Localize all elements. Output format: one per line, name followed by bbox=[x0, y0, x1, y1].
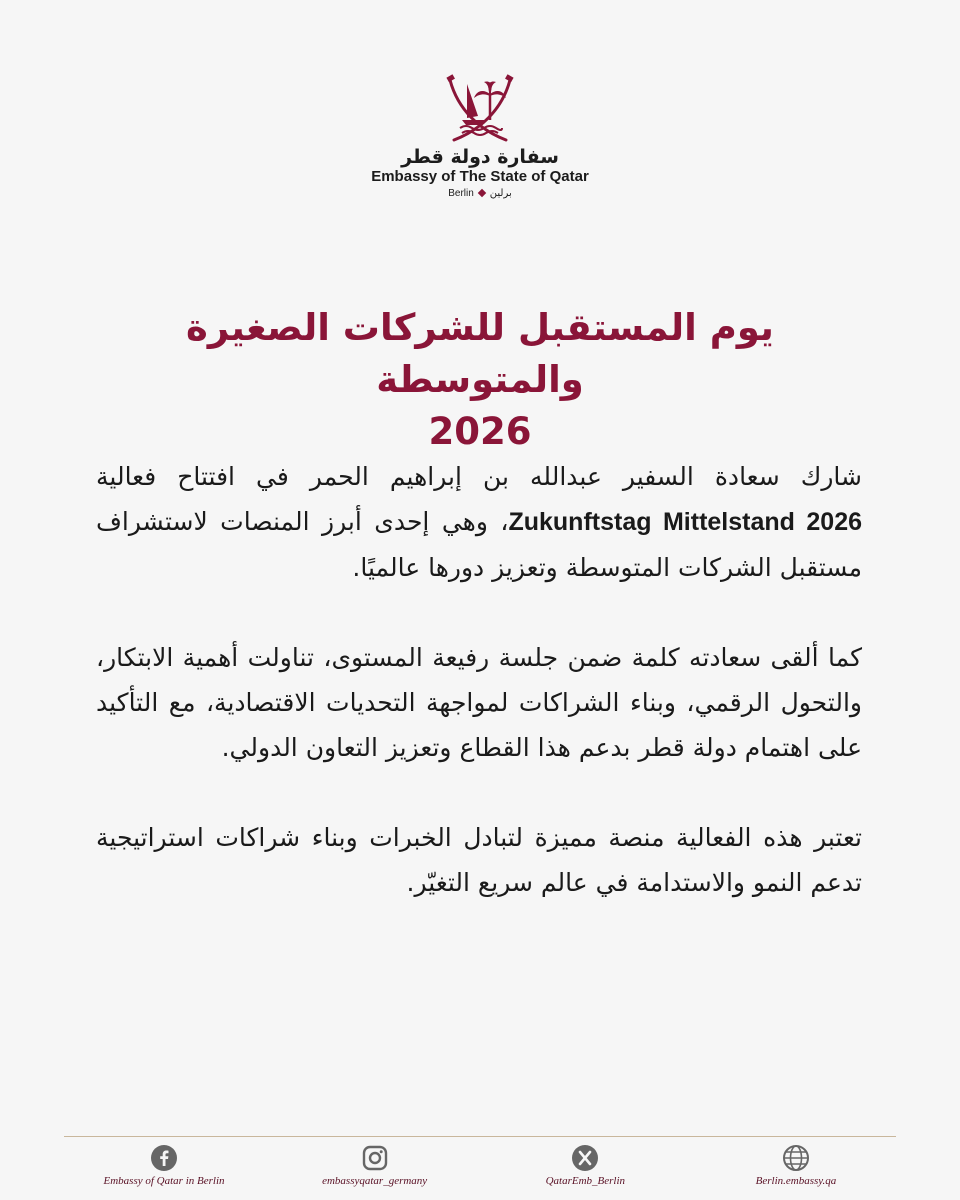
logo-city bbox=[0, 186, 960, 202]
diamond-icon bbox=[478, 189, 486, 197]
paragraph-1-end: ، وهي إحدى أبرز المنصات لاستشراف مستقبل الشركات المتوسطة وتعزيز دورها عالميًا. bbox=[96, 507, 862, 582]
paragraph-1-start: شارك سعادة السفير عبدالله بن إبراهيم الحمر في افتتاح فعالية bbox=[96, 462, 862, 491]
x-link[interactable] bbox=[485, 1144, 685, 1194]
logo-arabic-name: سفارة دولة قطر bbox=[401, 146, 559, 168]
logo-city-ar: برلين bbox=[489, 188, 512, 199]
embassy-logo bbox=[0, 70, 960, 210]
instagram-icon bbox=[361, 1144, 389, 1172]
facebook-link[interactable] bbox=[64, 1144, 264, 1194]
logo-city-en: Berlin bbox=[448, 188, 474, 199]
qatar-emblem-icon bbox=[440, 70, 520, 144]
x-icon bbox=[571, 1144, 599, 1172]
facebook-label: Embassy of Qatar in Berlin bbox=[103, 1175, 225, 1187]
instagram-label: embassyqatar_germany bbox=[322, 1175, 428, 1187]
article-body bbox=[96, 454, 862, 950]
footer-social-links bbox=[64, 1144, 896, 1194]
event-name: Zukunftstag Mittelstand 2026 bbox=[508, 508, 863, 536]
paragraph-1 bbox=[96, 454, 862, 590]
paragraph-3: تعتبر هذه الفعالية منصة مميزة لتبادل الخبرات وبناء شراكات استراتيجية تدعم النمو والاستدامة في عالم سريع التغيّر. bbox=[96, 823, 862, 897]
footer-divider bbox=[64, 1136, 896, 1137]
paragraph-2: كما ألقى سعادته كلمة ضمن جلسة رفيعة المستوى، تناولت أهمية الابتكار، والتحول الرقمي، وبناء الشراكات لمواجهة التحديات الاقتصادية، مع التأكيد على اهتمام دولة قطر بدعم هذا القطاع وتعزيز التعاون الدولي. bbox=[96, 643, 862, 762]
website-label: Berlin.embassy.qa bbox=[755, 1175, 837, 1187]
x-label: QatarEmb_Berlin bbox=[545, 1175, 626, 1187]
globe-icon bbox=[782, 1144, 810, 1172]
title-line-1: يوم المستقبل للشركات الصغيرة والمتوسطة bbox=[186, 306, 774, 401]
logo-english-name: Embassy of The State of Qatar bbox=[371, 168, 589, 185]
page-title bbox=[80, 302, 880, 458]
instagram-link[interactable] bbox=[275, 1144, 475, 1194]
facebook-icon bbox=[150, 1144, 178, 1172]
website-link[interactable] bbox=[696, 1144, 896, 1194]
title-line-2: 2026 bbox=[428, 410, 532, 453]
